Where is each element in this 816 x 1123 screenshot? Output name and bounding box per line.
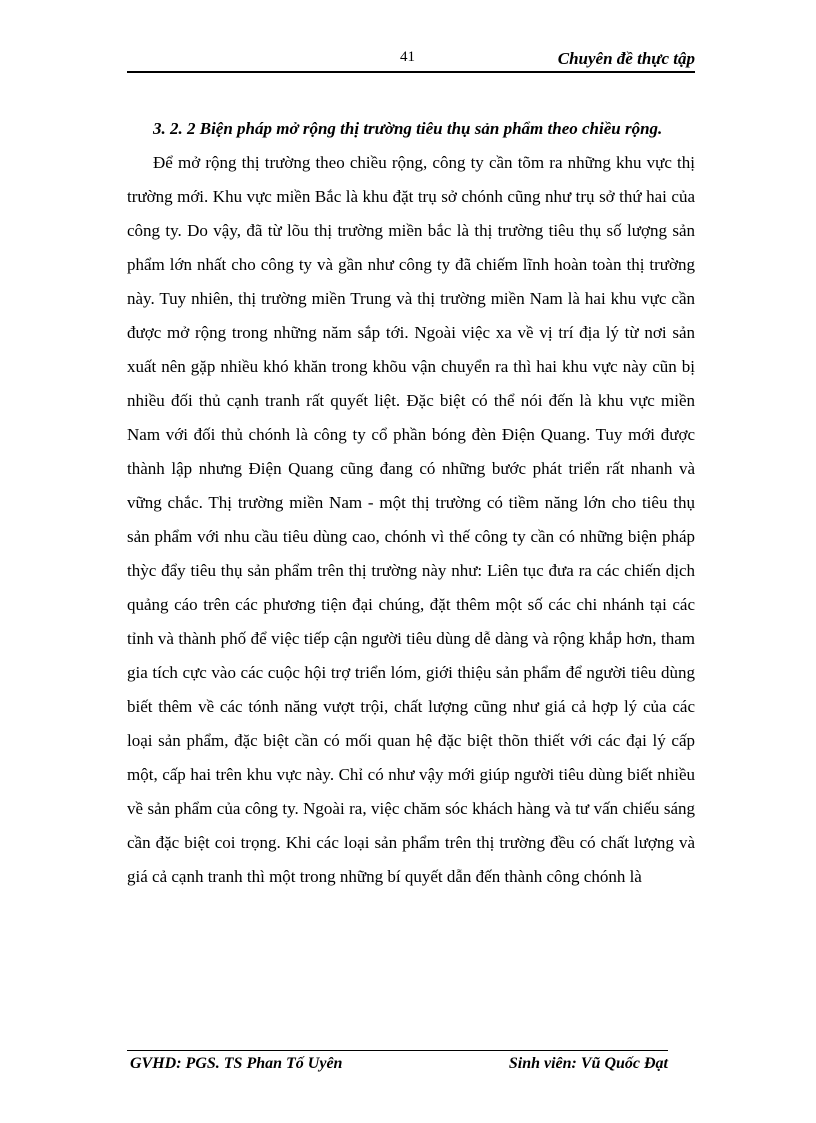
page-number: 41 — [400, 49, 415, 65]
section-heading: 3. 2. 2 Biện pháp mở rộng thị trường tiêu thụ sản phẩm theo chiều rộng. — [153, 119, 663, 138]
student-name: Sinh viên: Vũ Quốc Đạt — [508, 1055, 668, 1072]
page-content — [127, 112, 695, 894]
header-divider — [127, 71, 695, 73]
footer-divider — [127, 1050, 668, 1051]
document-title: Chuyên đề thực tập — [557, 49, 695, 68]
page-footer — [127, 1055, 668, 1079]
body-paragraph: Để mở rộng thị trường theo chiều rộng, công ty cần tõm ra những khu vực thị trường mới. Khu vực miền Bắc là khu đặt trụ sở chónh cũng như trụ sở thứ hai của công ty. Do vậy, đã từ lõu thị trường miền bắc là thị trường tiêu thụ số lượng sản phẩm lớn nhất cho công ty và gần như công ty đã chiếm lĩnh hoàn toàn thị trường này. Tuy nhiên, thị trường miền Trung và thị trường miền Nam là hai khu vực cần được mở rộng trong những năm sắp tới. Ngoài việc xa về vị trí địa lý từ nơi sản xuất nên gặp nhiều khó khăn trong khõu vận chuyển ra thì hai khu vực này cũn bị nhiều đối thủ cạnh tranh rất quyết liệt. Đặc biệt có thể nói đến là khu vực miền Nam với đối thủ chónh là công ty cổ phần bóng đèn Điện Quang. Tuy mới được thành lập nhưng Điện Quang cũng đang có những bước phát triển rất nhanh và vững chắc. Thị trường miền Nam - một thị trường có tiềm năng lớn cho tiêu thụ sản phẩm với nhu cầu tiêu dùng cao, chónh vì thế công ty cần có những biện pháp thỳc đẩy tiêu thụ sản phẩm trên thị trường này như: Liên tục đưa ra các chiến dịch quảng cáo trên các phương tiện đại chúng, đặt thêm một số các chi nhánh tại các tỉnh và thành phố để việc tiếp cận người tiêu dùng dễ dàng và rộng khắp hơn, tham gia tích cực vào các cuộc hội trợ triển lóm, giới thiệu sản phẩm để người tiêu dùng biết thêm về các tónh năng vượt trội, chất lượng cũng như giá cả hợp lý của các loại sản phẩm, đặc biệt cần có mối quan hệ đặc biệt thõn thiết với các đại lý cấp một, cấp hai trên khu vực này. Chỉ có như vậy mới giúp người tiêu dùng biết nhiều về sản phẩm của công ty. Ngoài ra, việc chăm sóc khách hàng và tư vấn chiếu sáng cần đặc biệt coi trọng. Khi các loại sản phẩm trên thị trường đều có chất lượng và giá cả cạnh tranh thì một trong những bí quyết dẫn đến thành công chónh là — [127, 153, 695, 886]
page-header — [127, 44, 695, 72]
advisor-name: GVHD: PGS. TS Phan Tố Uyên — [130, 1055, 343, 1072]
